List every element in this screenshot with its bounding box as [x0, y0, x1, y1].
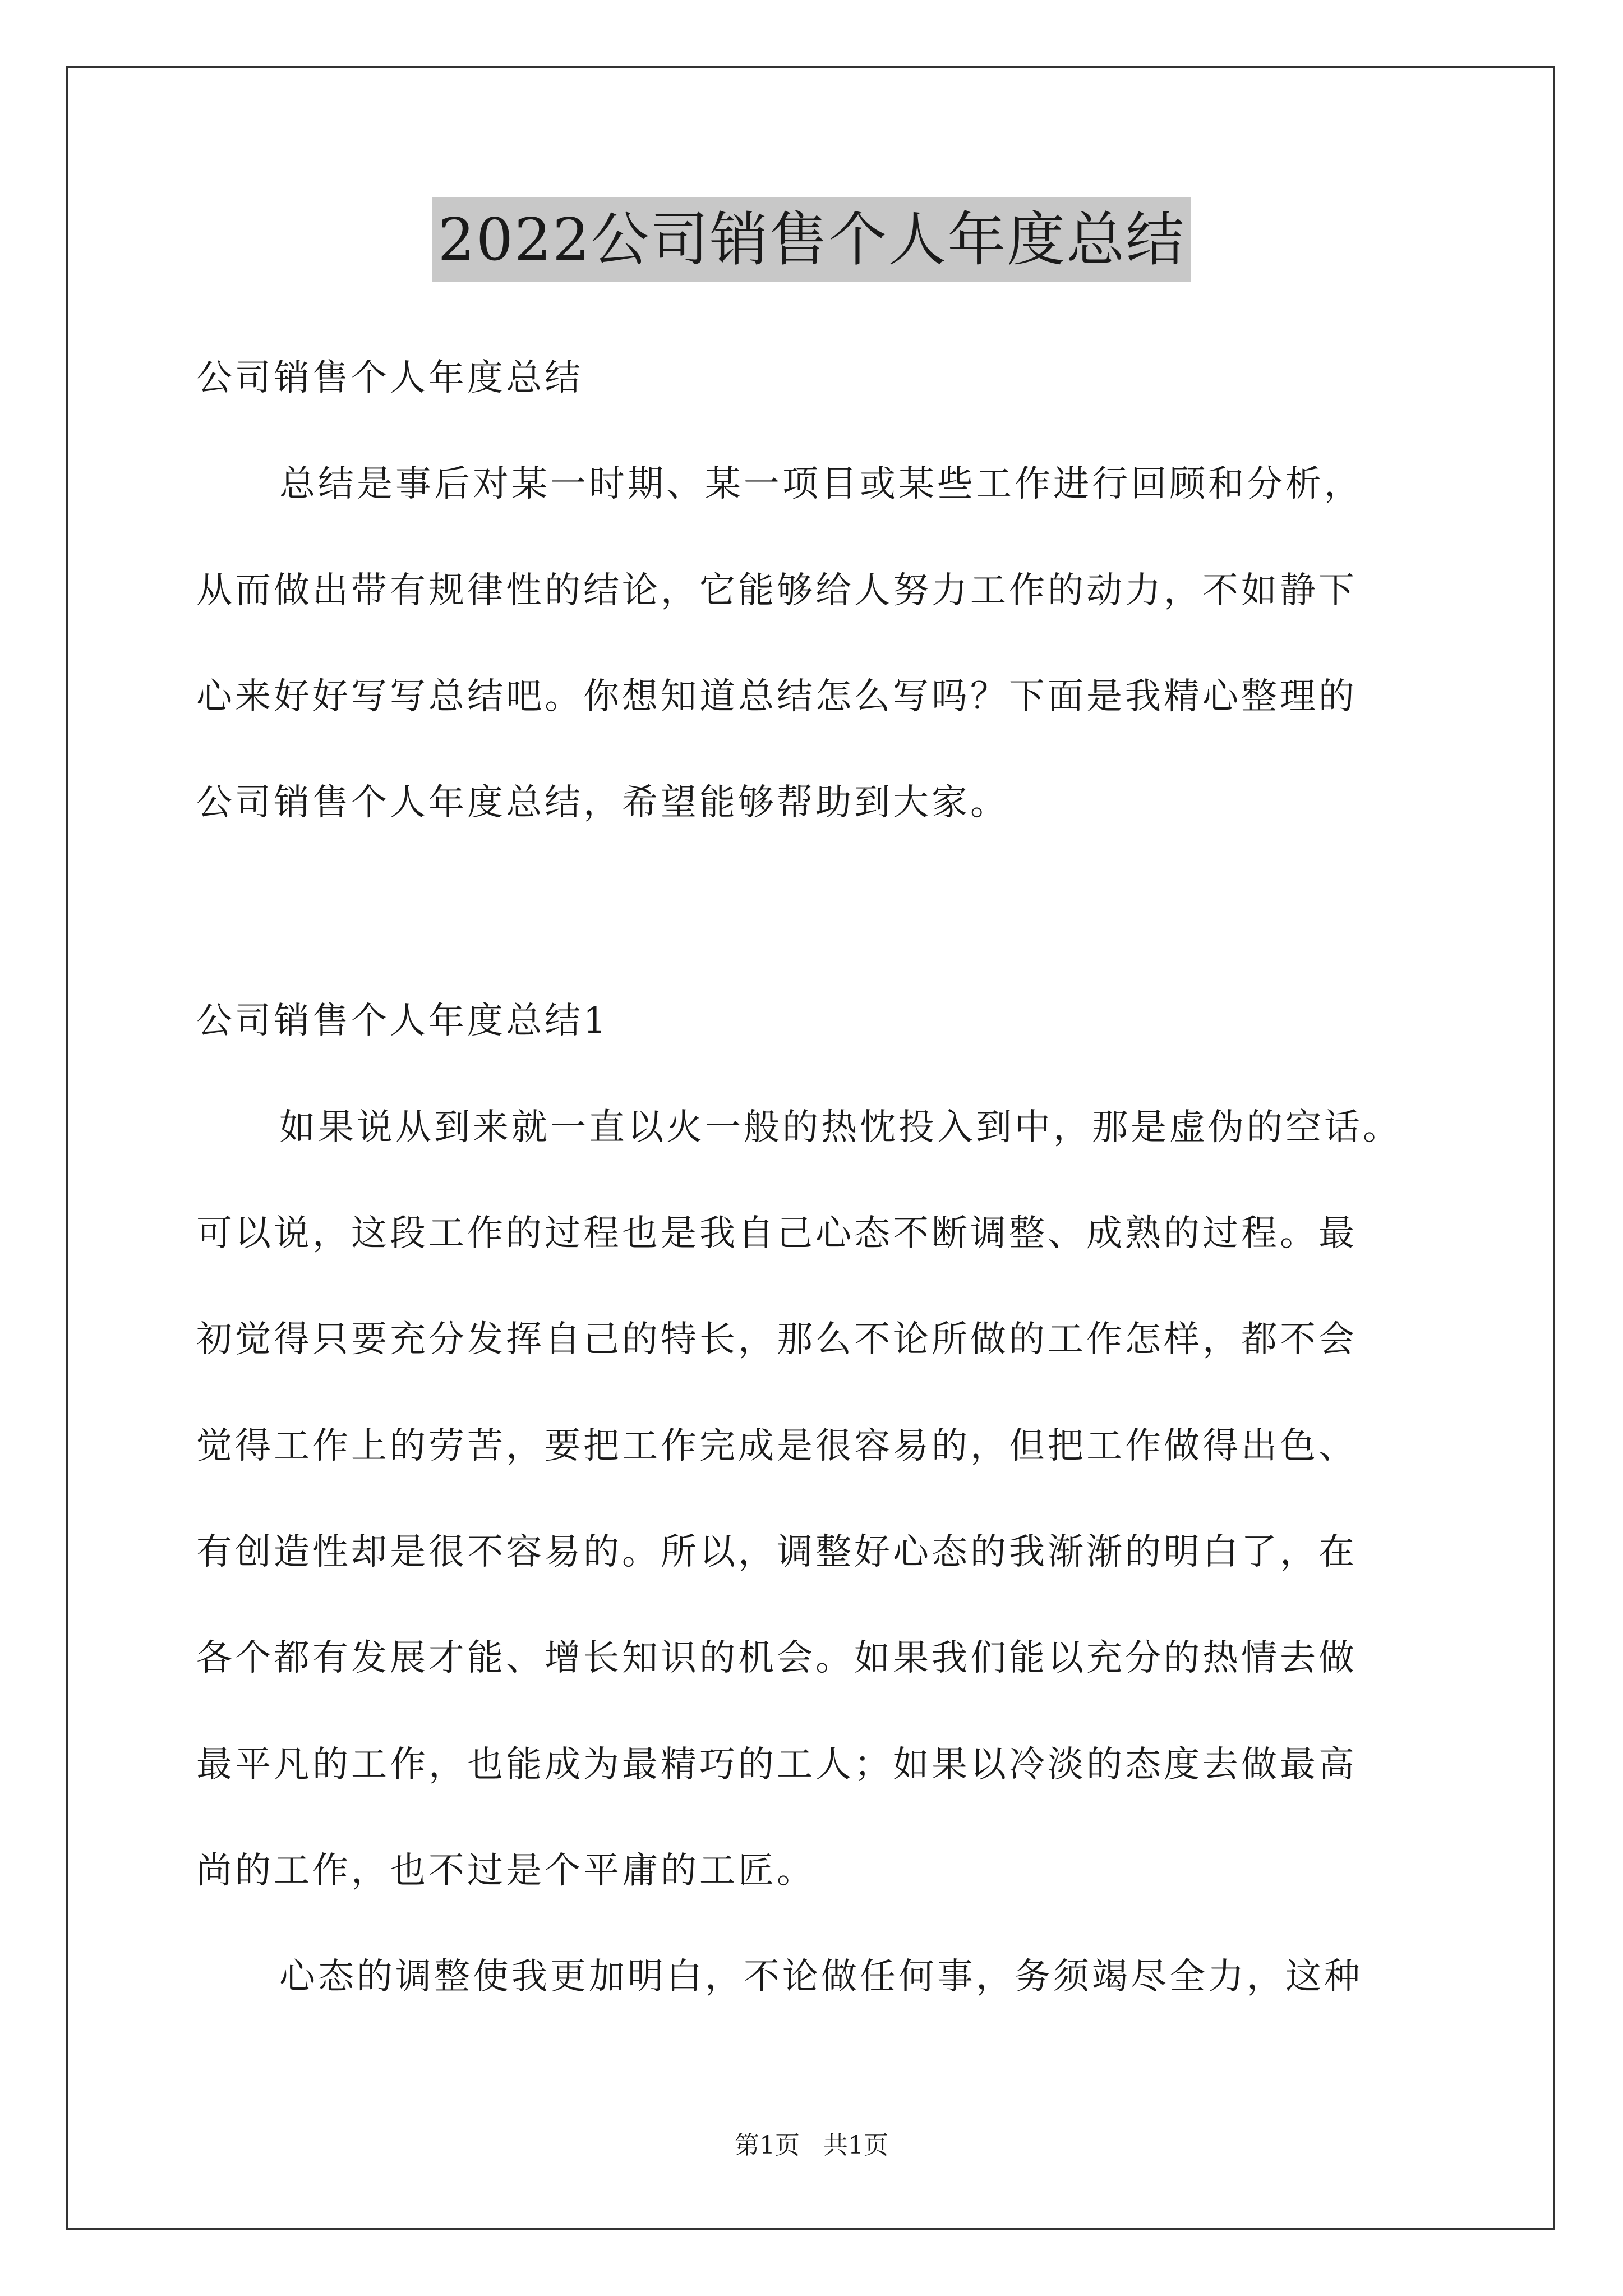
paragraph-line: 总结是事后对某一时期、某一项目或某些工作进行回顾和分析， [279, 463, 1363, 505]
paragraph-line: 各个都有发展才能、增长知识的机会。如果我们能以充分的热情去做 [196, 1637, 1357, 1679]
paragraph-line: 初觉得只要充分发挥自己的特长，那么不论所做的工作怎样，都不会 [196, 1319, 1357, 1360]
page-number-footer: 第1页 共1页 [735, 2131, 888, 2160]
section-heading: 公司销售个人年度总结 [196, 357, 583, 399]
paragraph-line: 公司销售个人年度总结，希望能够帮助到大家。 [196, 782, 1009, 823]
paragraph-line: 可以说，这段工作的过程也是我自己心态不断调整、成熟的过程。最 [196, 1213, 1357, 1254]
title-container [0, 197, 1623, 282]
paragraph-line: 觉得工作上的劳苦，要把工作完成是很容易的，但把工作做得出色、 [196, 1425, 1357, 1467]
paragraph-line: 心态的调整使我更加明白，不论做任何事，务须竭尽全力，这种 [279, 1956, 1363, 1998]
document-title: 2022公司销售个人年度总结 [432, 197, 1191, 282]
paragraph-line: 如果说从到来就一直以火一般的热忱投入到中，那是虚伪的空话。 [279, 1107, 1401, 1148]
paragraph-line: 心来好好写写总结吧。你想知道总结怎么写吗？下面是我精心整理的 [196, 676, 1357, 717]
section-heading: 公司销售个人年度总结1 [196, 1000, 609, 1042]
paragraph-line: 最平凡的工作，也能成为最精巧的工人；如果以冷淡的态度去做最高 [196, 1744, 1357, 1786]
paragraph-line: 尚的工作，也不过是个平庸的工匠。 [196, 1850, 815, 1892]
paragraph-line: 有创造性却是很不容易的。所以，调整好心态的我渐渐的明白了，在 [196, 1531, 1357, 1573]
paragraph-line: 从而做出带有规律性的结论，它能够给人努力工作的动力，不如静下 [196, 570, 1357, 611]
